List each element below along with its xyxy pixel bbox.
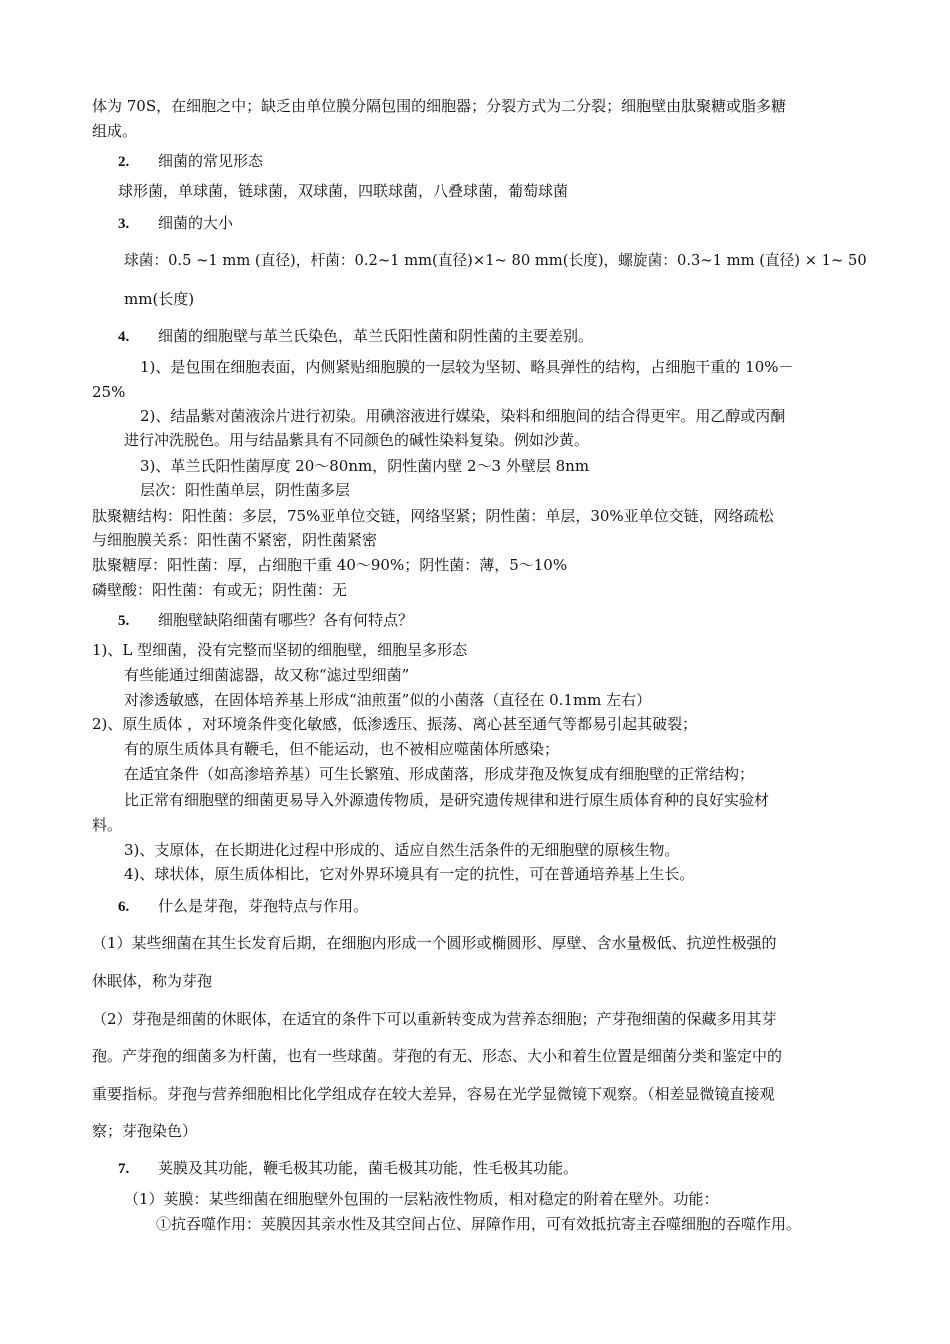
section-number: 3. (118, 216, 130, 232)
text-line: 进行冲洗脱色。用与结晶紫具有不同颜色的碱性染料复染。例如沙黄。 (124, 431, 590, 449)
text-line: 25% (92, 383, 126, 401)
text-line: 对渗透敏感，在固体培养基上形成“油煎蛋”似的小菌落（直径在 0.1mm 左右） (124, 691, 652, 709)
section-title: 细胞壁缺陷细菌有哪些？各有何特点？ (158, 611, 414, 629)
text-line: 2)、结晶紫对菌液涂片进行初染。用碘溶液进行媒染，染料和细胞间的结合得更牢。用乙醇或丙酮 (140, 407, 786, 425)
text-line: （1）某些细菌在其生长发育后期，在细胞内形成一个圆形或椭圆形、厚壁、含水量极低、抗逆性极强的 (92, 934, 777, 952)
text-line: 肽聚糖厚：阳性菌：厚，占细胞干重 40～90%；阴性菌：薄，5～10% (92, 556, 568, 574)
text-line: 在适宜条件（如高渗培养基）可生长繁殖、形成菌落，形成芽孢及恢复成有细胞壁的正常结构； (124, 765, 755, 783)
section-number: 6. (118, 899, 130, 915)
text-line: （1）荚膜：某些细菌在细胞壁外包围的一层粘液性物质，相对稳定的附着在壁外。功能： (124, 1190, 719, 1208)
text-line: 孢。产芽孢的细菌多为杆菌，也有一些球菌。芽孢的有无、形态、大小和着生位置是细菌分类和鉴定中的 (92, 1047, 783, 1065)
text-line: 肽聚糖结构：阳性菌：多层，75%亚单位交链，网络坚紧；阴性菌：单层，30%亚单位交链，网络疏松 (92, 507, 774, 525)
text-line: 察；芽孢染色） (92, 1122, 198, 1140)
text-line: 球形菌，单球菌，链球菌，双球菌，四联球菌，八叠球菌，葡萄球菌 (118, 182, 569, 200)
text-line: ①抗吞噬作用：荚膜因其亲水性及其空间占位、屏障作用，可有效抵抗寄主吞噬细胞的吞噬作用。 (156, 1215, 802, 1233)
section-heading (118, 896, 368, 917)
section-heading (118, 213, 233, 234)
text-line: （2）芽孢是细菌的休眠体，在适宜的条件下可以重新转变成为营养态细胞；产芽孢细菌的保藏多用其芽 (92, 1010, 777, 1028)
section-heading (118, 326, 593, 347)
section-heading (118, 610, 413, 631)
text-line: 层次：阳性菌单层，阴性菌多层 (140, 481, 351, 499)
text-line: mm(长度) (124, 290, 195, 308)
section-heading (118, 1158, 578, 1179)
text-line: 与细胞膜关系：阳性菌不紧密，阴性菌紧密 (92, 531, 378, 549)
section-number: 7. (118, 1161, 130, 1177)
text-line: 体为 70S，在细胞之中；缺乏由单位膜分隔包围的细胞器；分裂方式为二分裂；细胞壁由肽聚糖或脂多糖 (92, 97, 787, 115)
section-title: 什么是芽孢，芽孢特点与作用。 (158, 897, 369, 915)
text-line: 比正常有细胞壁的细菌更易导入外源遗传物质，是研究遗传规律和进行原生质体育种的良好实验材 (124, 791, 770, 809)
text-line: 球菌：0.5 ~1 mm (直径)，杆菌：0.2~1 mm(直径)×1~ 80 mm(长度)，螺旋菌：0.3~1 mm (直径) × 1~ 50 (124, 252, 867, 269)
text-line: 4)、球状体，原生质体相比，它对外界环境具有一定的抗性，可在普通培养基上生长。 (124, 865, 695, 883)
text-line: 3)、支原体，在长期进化过程中形成的、适应自然生活条件的无细胞壁的原核生物。 (124, 841, 680, 859)
section-title: 细菌的常见形态 (158, 152, 264, 170)
section-number: 2. (118, 154, 130, 170)
text-line: 有些能通过细菌滤器，故又称“滤过型细菌” (124, 666, 410, 684)
text-line: 磷壁酸：阳性菌：有或无；阴性菌：无 (92, 581, 348, 599)
text-line: 1)、是包围在细胞表面，内侧紧贴细胞膜的一层较为坚韧、略具弹性的结构，占细胞干重的 10%－ (140, 358, 794, 376)
text-line: 休眠体，称为芽孢 (92, 972, 213, 990)
section-number: 5. (118, 613, 130, 629)
text-line: 1)、L 型细菌，没有完整而坚韧的细胞壁，细胞呈多形态 (92, 641, 468, 659)
text-line: 重要指标。芽孢与营养细胞相比化学组成存在较大差异，容易在光学显微镜下观察。（相差显微镜直接观 (92, 1085, 775, 1103)
section-heading (118, 151, 263, 172)
text-line: 2)、原生质体 ，对环境条件变化敏感，低渗透压、振荡、离心甚至通气等都易引起其破裂； (92, 715, 698, 733)
section-title: 荚膜及其功能，鞭毛极其功能，菌毛极其功能，性毛极其功能。 (158, 1159, 579, 1177)
text-line: 料。 (92, 816, 123, 834)
text-line: 组成。 (92, 122, 138, 140)
text-line: 有的原生质体具有鞭毛，但不能运动，也不被相应噬菌体所感染； (124, 740, 560, 758)
section-title: 细菌的细胞壁与革兰氏染色，革兰氏阳性菌和阴性菌的主要差别。 (158, 327, 594, 345)
text-line: 3)、革兰氏阳性菌厚度 20～80nm，阴性菌内壁 2～3 外壁层 8nm (140, 457, 590, 475)
section-title: 细菌的大小 (158, 214, 234, 232)
section-number: 4. (118, 329, 130, 345)
